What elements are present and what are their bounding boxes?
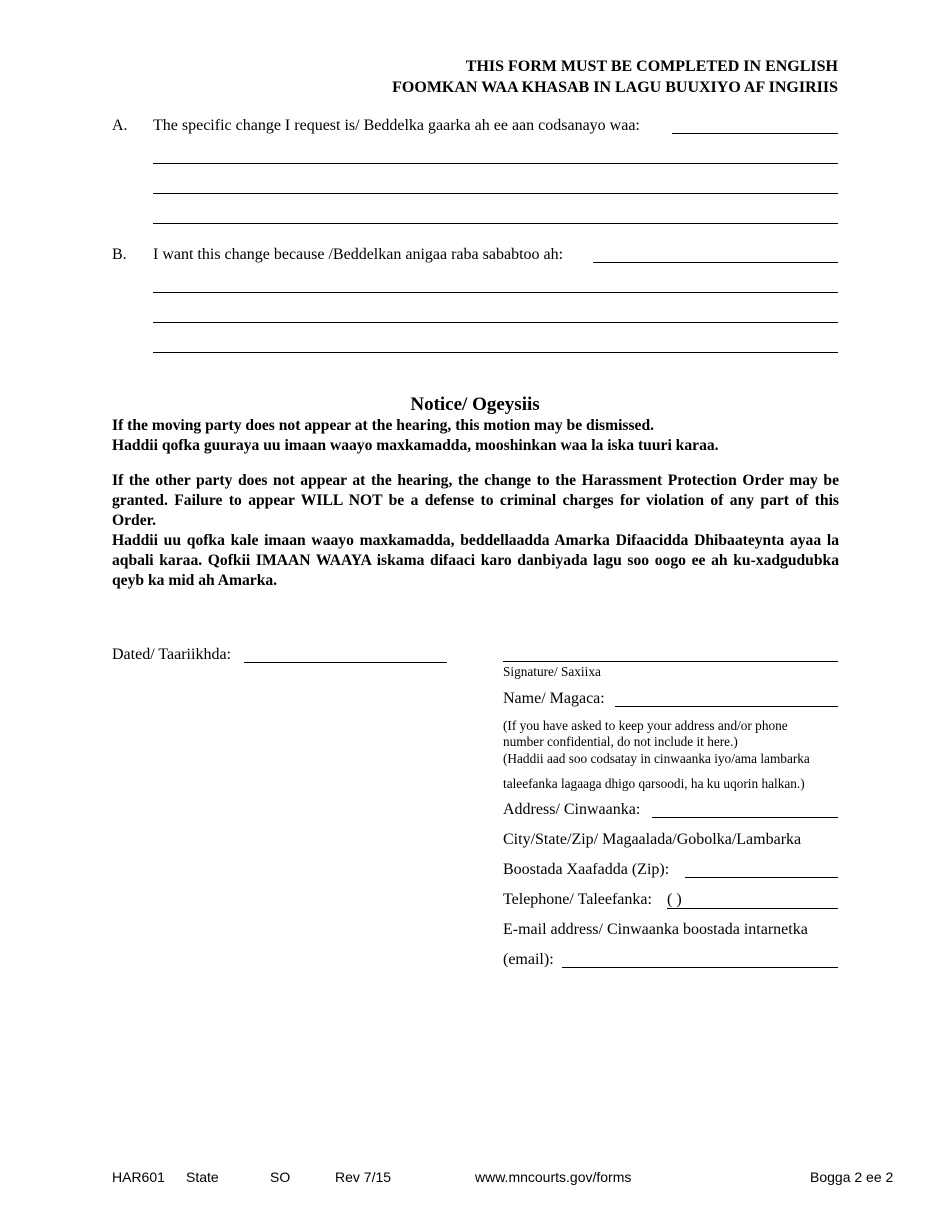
name-input-line[interactable] — [615, 706, 838, 707]
footer-state: State — [186, 1169, 219, 1185]
section-a-question: The specific change I request is/ Beddelka gaarka ah ee aan codsanayo waa: — [153, 117, 640, 134]
footer-form-id: HAR601 — [112, 1169, 165, 1185]
name-label: Name/ Magaca: — [503, 690, 605, 707]
footer-page-number: Bogga 2 ee 2 — [810, 1169, 894, 1185]
section-a-answer-line-2[interactable] — [153, 163, 838, 164]
footer-language: SO — [270, 1169, 291, 1185]
dated-input-line[interactable] — [244, 662, 447, 663]
section-b-label: B. — [112, 246, 127, 263]
telephone-label: Telephone/ Taleefanka: — [503, 891, 652, 908]
notice-para1-english: If the moving party does not appear at the hearing, this motion may be dismissed. — [112, 417, 655, 434]
notice-title: Notice/ Ogeysiis — [410, 394, 540, 415]
notice-para2-english: If the other party does not appear at the hearing, the change to the Harassment Protection Order may be granted. Failure to appear WILL NOT be a defense to criminal charges for violation of any part of this Order. — [112, 472, 839, 529]
address-label: Address/ Cinwaanka: — [503, 801, 641, 818]
section-b-question: I want this change because /Beddelkan anigaa raba sababtoo ah: — [153, 246, 564, 263]
form-header-english: THIS FORM MUST BE COMPLETED IN ENGLISH — [465, 58, 838, 75]
city-state-zip-label: City/State/Zip/ Magaalada/Gobolka/Lambarka — [503, 831, 802, 848]
notice-para2-somali: Haddii uu qofka kale imaan waayo maxkamadda, beddellaadda Amarka Difaacidda Dhibaateynta ayaa la aqbali karaa. Qofkii IMAAN WAAYA iskama difaaci karo danbiyada lagu soo oogo ee ah ku-xadgudubka qeyb ka mid ah Amarka. — [112, 532, 839, 589]
telephone-area-code: ( ) — [667, 891, 682, 908]
notice-para1-somali: Haddii qofka guuraya uu imaan waayo maxkamadda, mooshinkan waa la iska tuuri karaa. — [112, 437, 719, 454]
address-input-line[interactable] — [652, 817, 838, 818]
confidential-note-so-1: (Haddii aad soo codsatay in cinwaanka iyo/ama lambarka — [503, 751, 810, 766]
section-b-answer-line-1[interactable] — [593, 262, 838, 263]
signature-label: Signature/ Saxiixa — [503, 664, 601, 679]
section-b-answer-line-2[interactable] — [153, 292, 838, 293]
footer-url-link[interactable]: www.mncourts.gov/forms — [475, 1169, 632, 1185]
email-input-line[interactable] — [562, 967, 838, 968]
section-a-answer-line-3[interactable] — [153, 193, 838, 194]
signature-line[interactable] — [503, 661, 838, 662]
notice-paragraph-1 — [112, 416, 839, 456]
footer-revision: Rev 7/15 — [335, 1169, 392, 1185]
section-a-answer-line-1[interactable] — [672, 133, 838, 134]
confidential-note-en-1: (If you have asked to keep your address and/or phone — [503, 718, 788, 733]
confidential-note-so-2: taleefanka lagaaga dhigo qarsoodi, ha ku uqorin halkan.) — [503, 776, 805, 791]
section-a-label: A. — [112, 117, 128, 134]
email-label-line-1: E-mail address/ Cinwaanka boostada intarnetka — [503, 921, 808, 938]
telephone-input-line[interactable] — [667, 908, 838, 909]
form-header-somali: FOOMKAN WAA KHASAB IN LAGU BUUXIYO AF INGIRIIS — [392, 79, 838, 96]
zip-label: Boostada Xaafadda (Zip): — [503, 861, 670, 878]
email-label-line-2: (email): — [503, 951, 554, 968]
section-b-answer-line-4[interactable] — [153, 352, 838, 353]
notice-paragraph-2 — [112, 471, 839, 591]
dated-label: Dated/ Taariikhda: — [112, 646, 231, 663]
section-a-answer-line-4[interactable] — [153, 223, 838, 224]
city-state-zip-input-line[interactable] — [685, 877, 838, 878]
section-b-answer-line-3[interactable] — [153, 322, 838, 323]
confidential-note-en-2: number confidential, do not include it here.) — [503, 734, 738, 749]
